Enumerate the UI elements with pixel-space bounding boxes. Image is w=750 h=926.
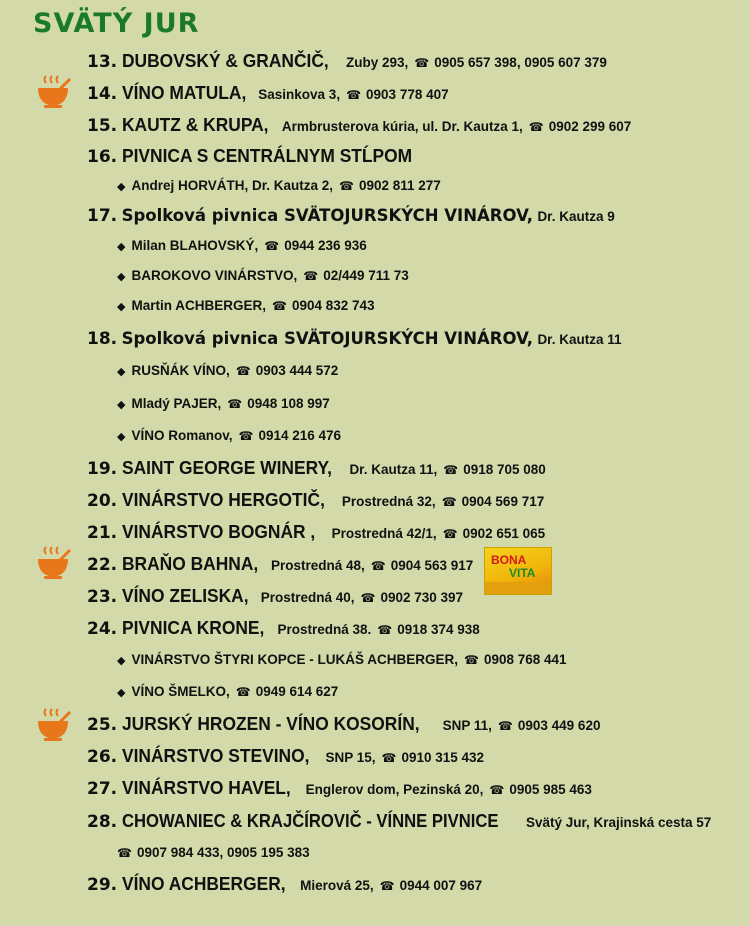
phone-icon: ☎ xyxy=(414,56,430,70)
list-item: 27. VINÁRSTVO HAVEL, Englerov dom, Pezinská 20, ☎ 0905 985 463 xyxy=(87,777,592,799)
list-item: 16. PIVNICA S CENTRÁLNYM STĹPOM xyxy=(87,145,412,167)
sub-list-item: ◆ BAROKOVO VINÁRSTVO, ☎ 02/449 711 73 xyxy=(117,268,409,283)
list-item: 29. VÍNO ACHBERGER, Mierová 25, ☎ 0944 007 967 xyxy=(87,873,483,895)
phone-icon: ☎ xyxy=(379,879,395,893)
list-item: 22. BRAŇO BAHNA, Prostredná 48, ☎ 0904 563 917 xyxy=(87,553,474,575)
phone-icon: ☎ xyxy=(497,719,513,733)
sub-list-item: ◆ Martin ACHBERGER, ☎ 0904 832 743 xyxy=(117,298,375,313)
soup-pot-icon xyxy=(36,546,72,580)
diamond-bullet-icon: ◆ xyxy=(117,301,126,313)
phone-icon: ☎ xyxy=(377,623,393,637)
diamond-bullet-icon: ◆ xyxy=(117,687,126,699)
diamond-bullet-icon: ◆ xyxy=(117,366,126,378)
list-item: 24. PIVNICA KRONE, Prostredná 38. ☎ 0918 374 938 xyxy=(87,617,480,639)
sub-list-item: ◆ VINÁRSTVO ŠTYRI KOPCE - LUKÁŠ ACHBERGER, ☎ 0908 768 441 xyxy=(117,652,567,667)
phone-icon: ☎ xyxy=(271,299,287,313)
list-item: 18. Spolková pivnica SVÄTOJURSKÝCH VINÁROV, Dr. Kautza 11 xyxy=(87,329,622,349)
sub-list-item: ◆ Milan BLAHOVSKÝ, ☎ 0944 236 936 xyxy=(117,238,367,253)
list-item: 17. Spolková pivnica SVÄTOJURSKÝCH VINÁROV, Dr. Kautza 9 xyxy=(87,206,615,226)
list-item: 13. DUBOVSKÝ & GRANČIČ, Zuby 293, ☎ 0905 657 398, 0905 607 379 xyxy=(87,50,607,72)
list-item: 23. VÍNO ZELISKA, Prostredná 40, ☎ 0902 730 397 xyxy=(87,585,464,607)
phone-icon: ☎ xyxy=(489,783,505,797)
diamond-bullet-icon: ◆ xyxy=(117,241,126,253)
phone-icon: ☎ xyxy=(370,559,386,573)
phone-icon: ☎ xyxy=(381,751,397,765)
list-item: 25. JURSKÝ HROZEN - VÍNO KOSORÍN, SNP 11, ☎ 0903 449 620 xyxy=(87,713,601,735)
list-item: 20. VINÁRSTVO HERGOTIČ, Prostredná 32, ☎ 0904 569 717 xyxy=(87,489,545,511)
phone-icon: ☎ xyxy=(235,685,251,699)
sub-list-item: ◆ Mladý PAJER, ☎ 0948 108 997 xyxy=(117,396,330,411)
phone-icon: ☎ xyxy=(235,364,251,378)
diamond-bullet-icon: ◆ xyxy=(117,271,126,283)
phone-icon: ☎ xyxy=(303,269,319,283)
sub-list-item: ◆ VÍNO ŠMELKO, ☎ 0949 614 627 xyxy=(117,684,339,699)
phone-icon: ☎ xyxy=(441,495,457,509)
diamond-bullet-icon: ◆ xyxy=(117,399,126,411)
list-item: 15. KAUTZ & KRUPA, Armbrusterova kúria, ul. Dr. Kautza 1, ☎ 0902 299 607 xyxy=(87,114,632,136)
list-item: 14. VÍNO MATULA, Sasinkova 3, ☎ 0903 778 407 xyxy=(87,82,449,104)
phone-icon: ☎ xyxy=(339,179,354,193)
list-item: 28. CHOWANIEC & KRAJČÍROVIČ - VÍNNE PIVNICE Svätý Jur, Krajinská cesta 57 xyxy=(87,810,712,832)
list-item: 19. SAINT GEORGE WINERY, Dr. Kautza 11, ☎ 0918 705 080 xyxy=(87,457,546,479)
phone-icon: ☎ xyxy=(442,527,458,541)
phone-icon: ☎ xyxy=(227,397,243,411)
phone-icon: ☎ xyxy=(528,120,544,134)
phone-icon: ☎ xyxy=(464,653,479,667)
page-title: SVÄTÝ JUR xyxy=(33,8,200,39)
sub-list-item: ◆ RUSŇÁK VÍNO, ☎ 0903 444 572 xyxy=(117,363,339,378)
diamond-bullet-icon: ◆ xyxy=(117,431,126,443)
sub-list-item: ◆ VÍNO Romanov, ☎ 0914 216 476 xyxy=(117,428,342,443)
phone-icon: ☎ xyxy=(238,429,254,443)
list-item-continuation: ☎ 0907 984 433, 0905 195 383 xyxy=(117,845,310,860)
sub-list-item: ◆ Andrej HORVÁTH, Dr. Kautza 2, ☎ 0902 811 277 xyxy=(117,178,441,193)
phone-icon: ☎ xyxy=(264,239,280,253)
soup-pot-icon xyxy=(36,75,72,109)
diamond-bullet-icon: ◆ xyxy=(117,655,126,667)
list-item: 26. VINÁRSTVO STEVINO, SNP 15, ☎ 0910 315 432 xyxy=(87,745,485,767)
bona-vita-logo: BONA VITA xyxy=(484,547,552,595)
phone-icon: ☎ xyxy=(443,463,459,477)
soup-pot-icon xyxy=(36,708,72,742)
phone-icon: ☎ xyxy=(346,88,362,102)
phone-icon: ☎ xyxy=(117,846,132,860)
phone-icon: ☎ xyxy=(360,591,376,605)
list-item: 21. VINÁRSTVO BOGNÁR , Prostredná 42/1, ☎ 0902 651 065 xyxy=(87,521,546,543)
diamond-bullet-icon: ◆ xyxy=(117,181,126,193)
